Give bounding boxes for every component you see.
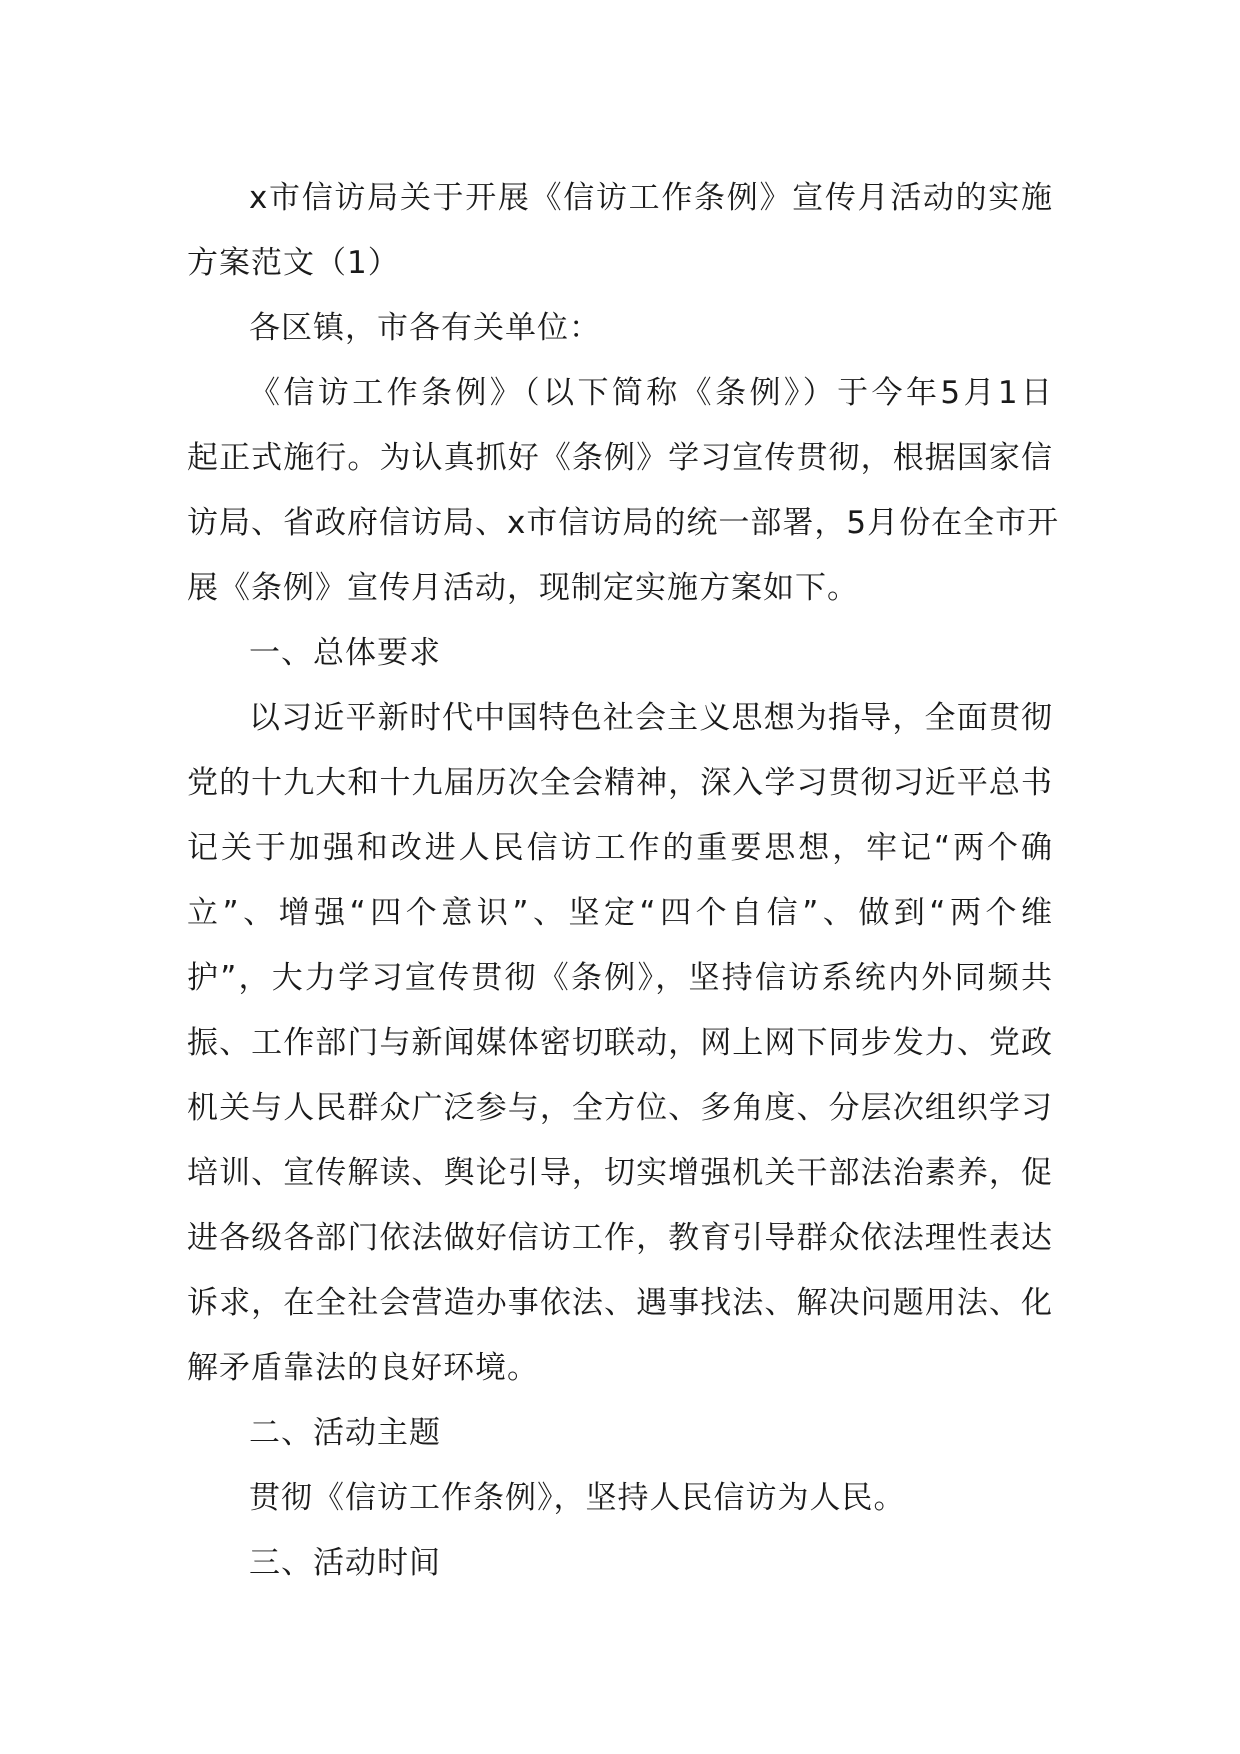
intro-paragraph-line: 起正式施行。为认真抓好《条例》学习宣传贯彻，根据国家信 [187, 440, 1053, 476]
section-heading-2: 二、活动主题 [249, 1415, 441, 1451]
salutation: 各区镇，市各有关单位： [249, 310, 601, 346]
document-title-line-1: x市信访局关于开展《信访工作条例》宣传月活动的实施 [249, 180, 1053, 216]
intro-paragraph-line: 《信访工作条例》（以下简称《条例》）于今年5月1日 [249, 375, 1053, 411]
requirements-paragraph-line: 机关与人民群众广泛参与，全方位、多角度、分层次组织学习 [187, 1090, 1053, 1126]
requirements-paragraph-line: 振、工作部门与新闻媒体密切联动，网上网下同步发力、党政 [187, 1025, 1053, 1061]
requirements-paragraph-line: 党的十九大和十九届历次全会精神，深入学习贯彻习近平总书 [187, 765, 1053, 801]
requirements-paragraph-line: 以习近平新时代中国特色社会主义思想为指导，全面贯彻 [249, 700, 1053, 736]
requirements-paragraph-line: 解矛盾靠法的良好环境。 [187, 1350, 539, 1386]
requirements-paragraph-line: 记关于加强和改进人民信访工作的重要思想，牢记“两个确 [187, 830, 1053, 866]
document-body [187, 166, 1060, 1596]
intro-paragraph-line: 展《条例》宣传月活动，现制定实施方案如下。 [187, 570, 859, 606]
requirements-paragraph-line: 护”，大力学习宣传贯彻《条例》，坚持信访系统内外同频共 [187, 960, 1053, 996]
requirements-paragraph-line: 培训、宣传解读、舆论引导，切实增强机关干部法治素养，促 [187, 1155, 1053, 1191]
requirements-paragraph-line: 诉求，在全社会营造办事依法、遇事找法、解决问题用法、化 [187, 1285, 1053, 1321]
document-title-line-2: 方案范文（1） [187, 245, 400, 281]
requirements-paragraph-line: 进各级各部门依法做好信访工作，教育引导群众依法理性表达 [187, 1220, 1053, 1256]
theme-paragraph: 贯彻《信访工作条例》，坚持人民信访为人民。 [249, 1480, 906, 1516]
section-heading-3: 三、活动时间 [249, 1545, 441, 1581]
section-heading-1: 一、总体要求 [249, 635, 441, 671]
requirements-paragraph-line: 立”、增强“四个意识”、坚定“四个自信”、做到“两个维 [187, 895, 1053, 931]
intro-paragraph-line: 访局、省政府信访局、x市信访局的统一部署，5月份在全市开 [187, 505, 1060, 541]
